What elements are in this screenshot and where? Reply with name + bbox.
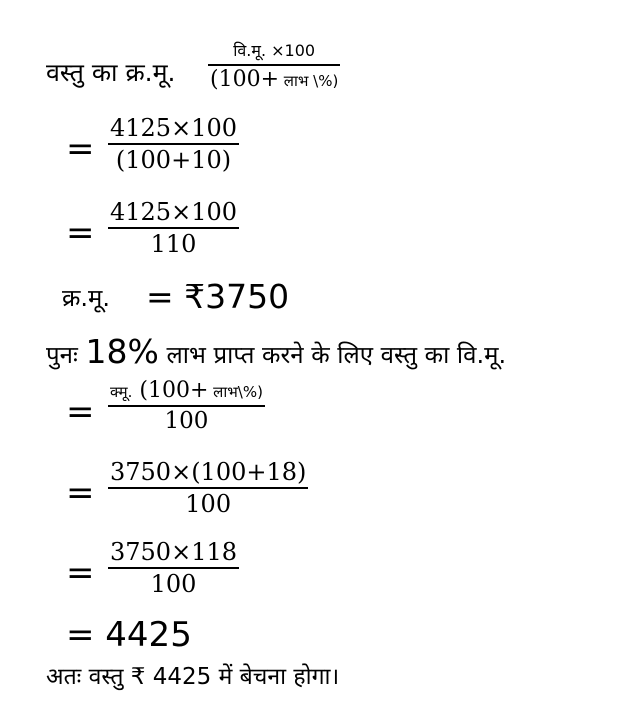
- equals-sign: =: [66, 213, 95, 253]
- fraction-numerator: 3750×118: [110, 538, 237, 566]
- step-fraction-3: [108, 460, 308, 516]
- fraction-numerator: वि.मू. ×100: [233, 41, 316, 60]
- step-fraction-4: [108, 540, 239, 596]
- equals-sign: =: [66, 392, 95, 432]
- step-fraction-1: [108, 116, 239, 172]
- fraction-denominator: (100+ लाभ \%): [210, 67, 339, 92]
- cost-price-short-label: क्र.मू.: [62, 284, 111, 312]
- equals-sign: =: [66, 473, 95, 513]
- fraction-numerator: 4125×100: [110, 198, 237, 226]
- fraction-denominator: 110: [150, 230, 197, 258]
- again-sentence: पुनः 18% लाभ प्राप्त करने के लिए वस्तु का वि.मू.: [46, 332, 507, 371]
- cost-price-label: वस्तु का क्र.मू.: [46, 58, 176, 87]
- fraction-denominator: 100: [150, 570, 197, 598]
- selling-price-result: = 4425: [66, 615, 192, 655]
- fraction-denominator: 100: [164, 408, 209, 434]
- cost-price-value: = ₹3750: [146, 277, 290, 316]
- cost-price-formula-fraction: [208, 38, 340, 91]
- fraction-numerator: 4125×100: [110, 114, 237, 142]
- equals-sign: =: [66, 553, 95, 593]
- selling-price-formula-fraction: [108, 380, 265, 433]
- fraction-numerator: 3750×(100+18): [110, 458, 307, 486]
- step-fraction-2: [108, 200, 239, 256]
- fraction-denominator: 100: [185, 490, 232, 518]
- fraction-denominator: (100+10): [115, 146, 232, 174]
- conclusion-sentence: अतः वस्तु ₹ 4425 में बेचना होगा।: [46, 664, 340, 690]
- equals-sign: =: [66, 129, 95, 169]
- fraction-numerator: क्मू. (100+ लाभ\%): [110, 378, 263, 403]
